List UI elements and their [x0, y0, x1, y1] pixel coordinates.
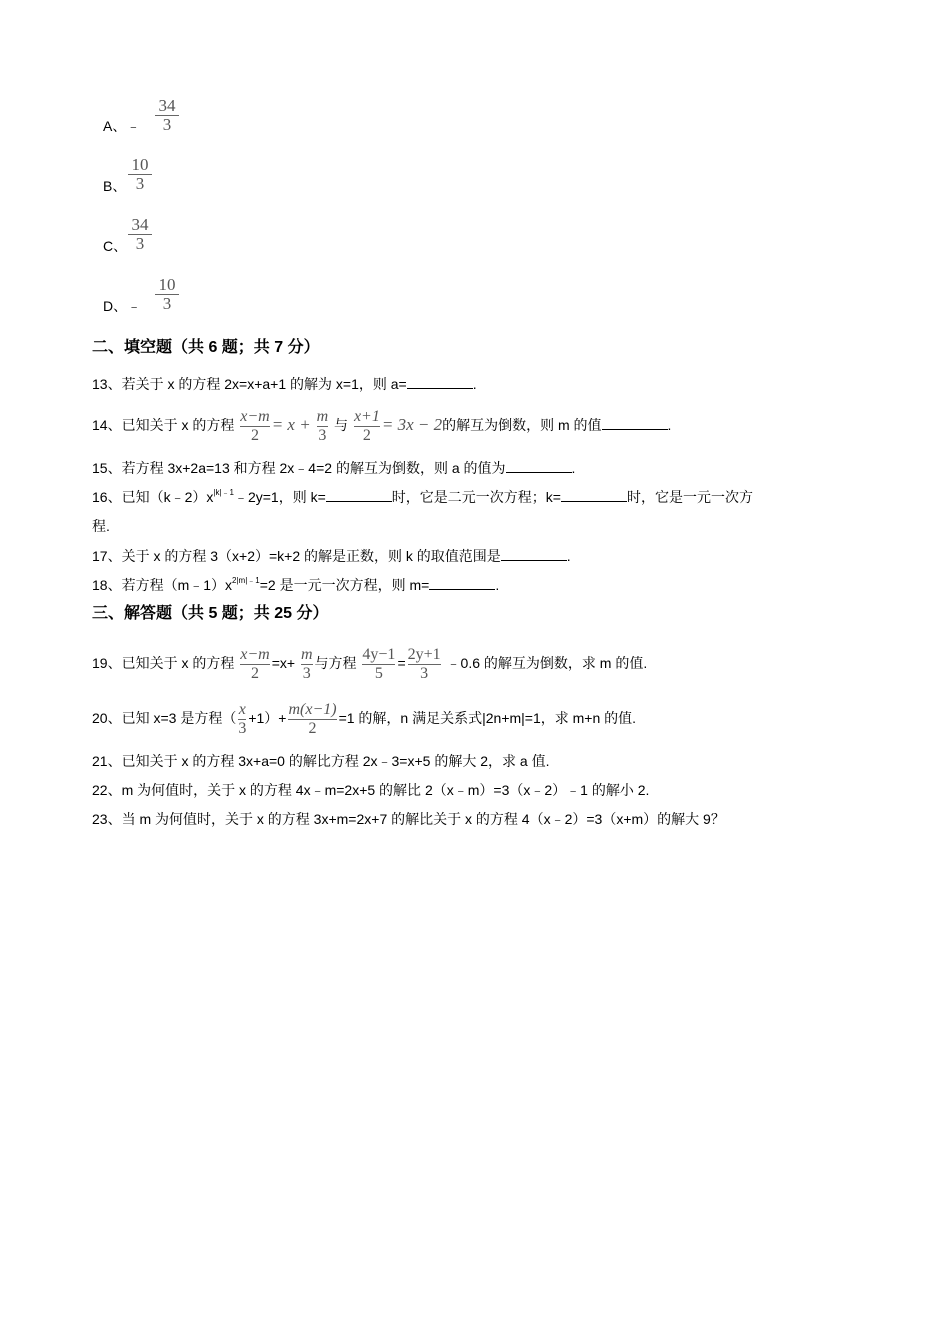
exponent: |k|﹣1: [213, 488, 234, 497]
question-text: 与方程: [314, 655, 357, 671]
question-text: 16、已知（k﹣2）x: [92, 489, 214, 505]
denominator: 3: [302, 664, 311, 682]
equation-part: = x +: [271, 415, 311, 434]
question-text: 的解互为倒数，则 m 的值: [442, 417, 602, 433]
fraction: [362, 647, 395, 682]
numerator: 10: [131, 155, 149, 174]
question-text: =x+: [271, 655, 296, 671]
question-end: .: [472, 376, 477, 392]
option-letter: D、: [103, 298, 128, 314]
question-20: [92, 693, 636, 743]
question-16: [92, 487, 753, 507]
numerator: m(x−1): [288, 700, 337, 718]
numerator: m: [316, 407, 329, 425]
equation-part: = 3x − 2: [381, 415, 443, 434]
question-text: 20、已知 x=3 是方程（: [92, 710, 237, 726]
denominator: 2: [250, 426, 259, 444]
numerator: x: [238, 700, 246, 718]
question-15: [92, 458, 575, 478]
question-text: ﹣2y=1，则 k=: [233, 489, 326, 505]
question-text: 17、关于 x 的方程 3（x+2）=k+2 的解是正数，则 k 的取值范围是: [92, 548, 501, 564]
section-heading-solve: 三、解答题（共 5 题；共 25 分）: [92, 605, 329, 622]
option-c-fraction: [128, 217, 152, 252]
fraction: [408, 647, 441, 682]
option-a-fraction: [155, 98, 179, 133]
numerator: 4y−1: [362, 645, 396, 663]
question-text: =: [397, 655, 406, 671]
exponent: 2|m|﹣1: [232, 576, 260, 585]
question-text: =1 的解，n 满足关系式|2n+m|=1，求 m+n 的值.: [338, 710, 637, 726]
denominator: 3: [162, 115, 172, 134]
question-23: 23、当 m 为何值时，关于 x 的方程 3x+m=2x+7 的解比关于 x 的方程 4（x﹣2）=3（x+m）的解大 9？: [92, 811, 725, 827]
answer-blank[interactable]: [602, 415, 668, 430]
question-text: ﹣0.6 的解互为倒数，求 m 的值.: [446, 655, 648, 671]
fraction: [354, 409, 380, 444]
answer-blank[interactable]: [407, 374, 473, 389]
numerator: 2y+1: [407, 645, 441, 663]
question-14: [92, 402, 671, 448]
fraction: [288, 702, 336, 737]
denominator: 5: [374, 664, 383, 682]
question-text: 时，它是一元一次方: [626, 489, 753, 505]
option-letter: A、: [103, 118, 127, 134]
denominator: 2: [250, 664, 259, 682]
denominator: 3: [135, 234, 145, 253]
question-text: +1）+: [248, 710, 287, 726]
option-c: [103, 236, 127, 256]
option-letter: C、: [103, 238, 128, 254]
question-22: 22、m 为何值时，关于 x 的方程 4x﹣m=2x+5 的解比 2（x﹣m）=3（x﹣2）﹣1 的解小 2.: [92, 782, 650, 798]
option-d: [103, 296, 141, 316]
question-text: 18、若方程（m﹣1）x: [92, 577, 233, 593]
option-letter: B、: [103, 178, 127, 194]
denominator: 3: [162, 294, 172, 313]
question-end: .: [667, 417, 672, 433]
answer-blank[interactable]: [326, 487, 392, 502]
answer-blank[interactable]: [501, 546, 567, 561]
numerator: x−m: [240, 645, 270, 663]
answer-blank[interactable]: [429, 575, 495, 590]
question-text: 19、已知关于 x 的方程: [92, 655, 235, 671]
option-sign: ﹣: [126, 118, 141, 134]
question-19: [92, 640, 647, 686]
question-end: .: [571, 460, 576, 476]
numerator: 34: [158, 96, 176, 115]
denominator: 2: [308, 719, 317, 737]
fraction: [317, 409, 329, 444]
numerator: 10: [158, 275, 176, 294]
numerator: m: [300, 645, 313, 663]
question-text: 15、若方程 3x+2a=13 和方程 2x﹣4=2 的解互为倒数，则 a 的值为: [92, 460, 506, 476]
fraction: [240, 409, 269, 444]
question-end: .: [495, 577, 500, 593]
question-text: =2 是一元一次方程，则 m=: [259, 577, 430, 593]
numerator: x−m: [240, 407, 270, 425]
question-text: 13、若关于 x 的方程 2x=x+a+1 的解为 x=1，则 a=: [92, 376, 407, 392]
option-d-fraction: [155, 277, 179, 312]
fraction: [238, 702, 246, 737]
denominator: 3: [135, 174, 145, 193]
fraction: [240, 647, 269, 682]
denominator: 3: [318, 426, 327, 444]
question-13: [92, 374, 477, 394]
fraction: [301, 647, 313, 682]
option-b: [103, 176, 126, 196]
answer-blank[interactable]: [506, 458, 572, 473]
denominator: 2: [362, 426, 371, 444]
question-17: [92, 546, 571, 566]
section-heading-fill-blank: 二、填空题（共 6 题；共 7 分）: [92, 339, 320, 356]
question-text: 时，它是二元一次方程；k=: [391, 489, 561, 505]
question-18: [92, 575, 499, 595]
option-b-fraction: [128, 157, 152, 192]
question-text: 14、已知关于 x 的方程: [92, 417, 235, 433]
answer-blank[interactable]: [561, 487, 627, 502]
question-16-cont: 程.: [92, 518, 110, 534]
numerator: 34: [131, 215, 149, 234]
question-end: .: [566, 548, 571, 564]
option-a: [103, 116, 140, 136]
denominator: 3: [238, 719, 247, 737]
denominator: 3: [420, 664, 429, 682]
numerator: x+1: [353, 407, 380, 425]
option-sign: ﹣: [127, 298, 142, 314]
question-21: 21、已知关于 x 的方程 3x+a=0 的解比方程 2x﹣3=x+5 的解大 2，求 a 值.: [92, 753, 550, 769]
question-text: 与: [334, 417, 349, 433]
